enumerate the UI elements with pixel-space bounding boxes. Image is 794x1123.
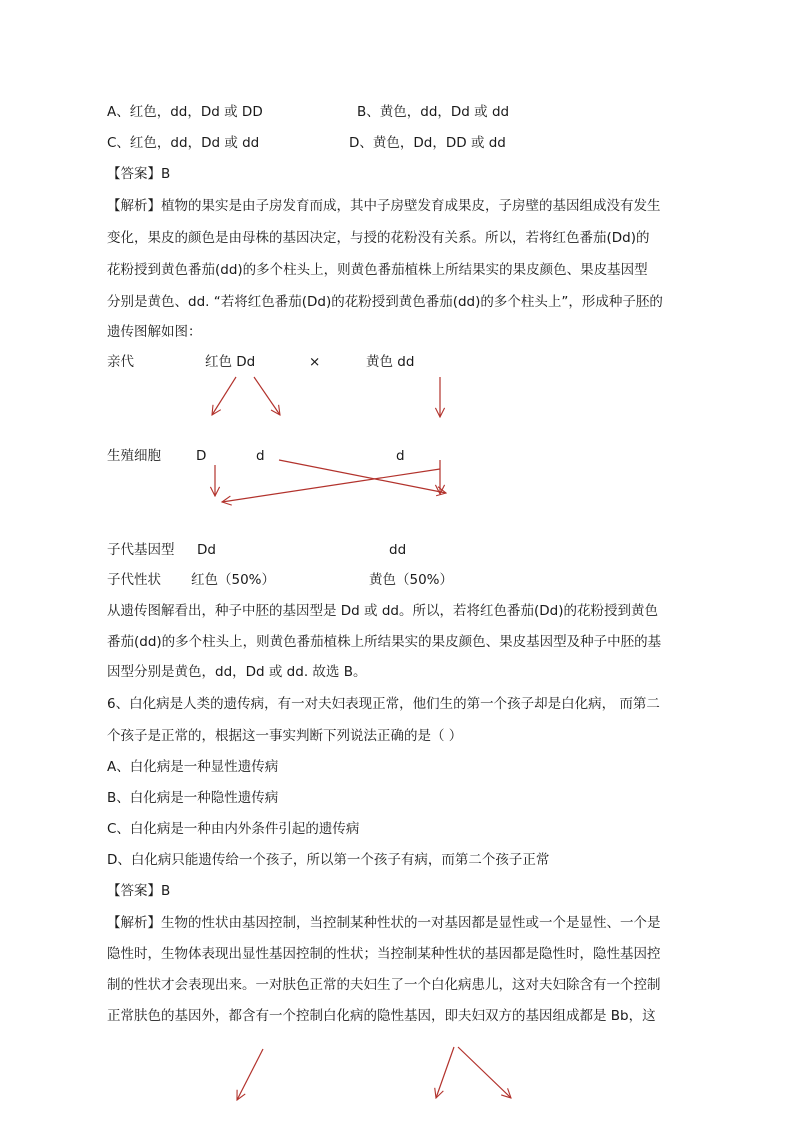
- diagram-cross-symbol: ×: [309, 354, 321, 370]
- diagram-offspring-trait: 黄色（50%）: [369, 572, 454, 588]
- arrow-d-to-offspring: [279, 460, 446, 493]
- answer-tag: 【答案】: [107, 883, 161, 899]
- arrow-parent-to-d: [254, 377, 280, 415]
- q5-analysis-line: 【解析】植物的果实是由子房发育而成，其中子房壁发育成果皮，子房壁的基因组成没有发生: [107, 198, 661, 214]
- diagram-gamete-d: d: [256, 448, 265, 464]
- q6-stem-line: 个孩子是正常的，根据这一事实判断下列说法正确的是（ ）: [107, 728, 463, 744]
- arrow-bottom-middle: [436, 1047, 454, 1098]
- conclusion-line: 因型分别是黄色，dd，Dd 或 dd. 故选 B。: [107, 664, 367, 680]
- diagram-gamete-label: 生殖细胞: [107, 448, 161, 464]
- diagram-offspring-genotype: Dd: [197, 542, 216, 558]
- q5-analysis-line: 分别是黄色、dd. “若将红色番茄(Dd)的花粉授到黄色番茄(dd)的多个柱头上”，形成种子胚的: [107, 294, 663, 310]
- analysis-tag: 【解析】: [107, 915, 161, 931]
- q6-option-d: D、白化病只能遗传给一个孩子，所以第一个孩子有病，而第二个孩子正常: [107, 852, 550, 868]
- q6-option-a: A、白化病是一种显性遗传病: [107, 759, 279, 775]
- arrow-parent-to-D: [212, 377, 236, 415]
- q6-analysis-line: 【解析】生物的性状由基因控制，当控制某种性状的一对基因都是显性或一个是显性、一个是: [107, 915, 661, 931]
- q5-option-a: A、红色，dd，Dd 或 DD: [107, 104, 263, 120]
- diagram-parent-label: 亲代: [107, 354, 134, 370]
- analysis-tag: 【解析】: [107, 198, 161, 214]
- q5-analysis-line: 花粉授到黄色番茄(dd)的多个柱头上，则黄色番茄植株上所结果实的果皮颜色、果皮基因型: [107, 262, 648, 278]
- q6-option-c: C、白化病是一种由内外条件引起的遗传病: [107, 821, 360, 837]
- arrow-bottom-right: [458, 1047, 511, 1098]
- q6-option-b: B、白化病是一种隐性遗传病: [107, 790, 279, 806]
- diagram-offspring-trait-label: 子代性状: [107, 572, 161, 588]
- q6-analysis-line: 制的性状才会表现出来。一对肤色正常的夫妇生了一个白化病患儿，这对夫妇除含有一个控制: [107, 977, 661, 993]
- diagram-offspring-genotype-label: 子代基因型: [107, 542, 175, 558]
- q6-stem-line: 6、白化病是人类的遗传病，有一对夫妇表现正常，他们生的第一个孩子却是白化病， 而第二: [107, 696, 660, 712]
- diagram-gamete-d: d: [396, 448, 405, 464]
- q5-option-c: C、红色，dd，Dd 或 dd: [107, 135, 260, 151]
- q5-option-b: B、黄色，dd，Dd 或 dd: [357, 104, 510, 120]
- q5-analysis-line: 遗传图解如图：: [107, 324, 202, 340]
- answer-tag: 【答案】: [107, 166, 161, 182]
- q6-analysis-line: 隐性时，生物体表现出显性基因控制的性状；当控制某种性状的基因都是隐性时，隐性基因控: [107, 946, 661, 962]
- q6-analysis-line: 正常肤色的基因外，都含有一个控制白化病的隐性基因，即夫妇双方的基因组成都是 Bb，这: [107, 1008, 656, 1024]
- conclusion-line: 从遗传图解看出，种子中胚的基因型是 Dd 或 dd。所以，若将红色番茄(Dd)的花粉授到黄色: [107, 603, 658, 619]
- conclusion-line: 番茄(dd)的多个柱头上，则黄色番茄植株上所结果实的果皮颜色、果皮基因型及种子中胚的基: [107, 634, 662, 650]
- q5-option-d: D、黄色，Dd，DD 或 dd: [349, 135, 506, 151]
- diagram-offspring-genotype: dd: [389, 542, 407, 558]
- q5-analysis-line: 变化，果皮的颜色是由母株的基因决定，与授的花粉没有关系。所以，若将红色番茄(Dd)的: [107, 230, 650, 246]
- diagram-parent-yellow: 黄色 dd: [366, 354, 415, 370]
- diagram-parent-red: 红色 Dd: [205, 354, 256, 370]
- diagram-offspring-trait: 红色（50%）: [191, 572, 276, 588]
- arrow-bottom-left: [237, 1049, 263, 1100]
- diagram-gamete-D: D: [196, 448, 207, 464]
- answer-value: B: [161, 883, 171, 899]
- answer-value: B: [161, 166, 171, 182]
